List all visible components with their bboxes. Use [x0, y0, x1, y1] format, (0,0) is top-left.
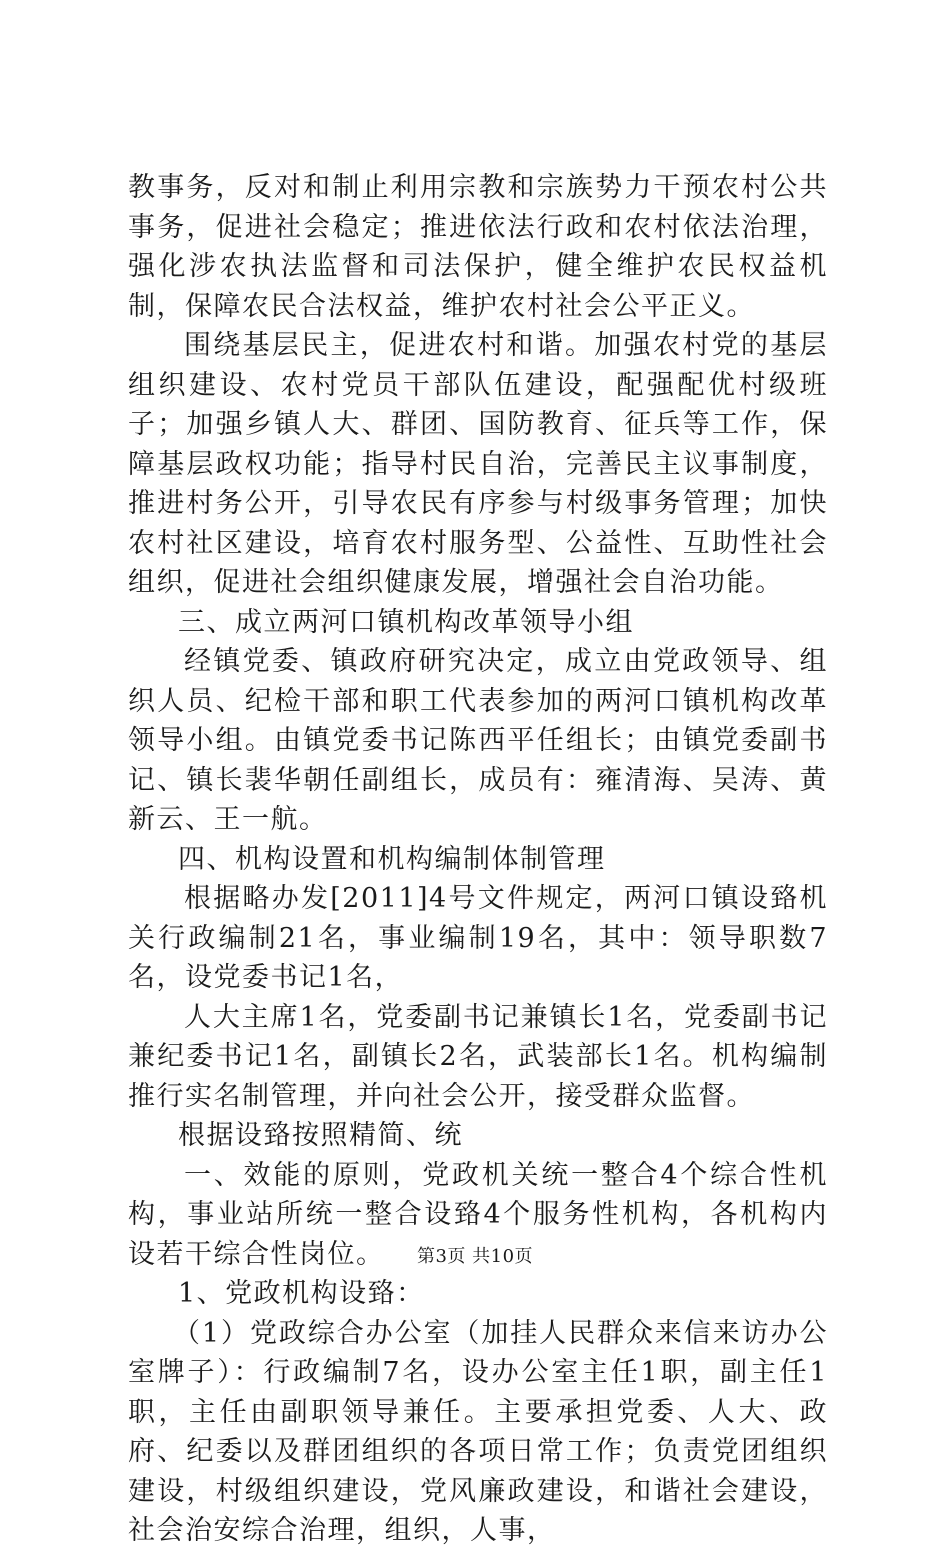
- paragraph-staffing-cont: 人大主席1名，党委副书记兼镇长1名，党委副书记兼纪委书记1名，副镇长2名，武装部长1名。机构编制推行实名制管理，并向社会公开，接受群众监督。: [128, 1001, 828, 1112]
- paragraph-principle: 根据设臵按照精简、统: [178, 1120, 463, 1151]
- paragraph-grassroots-democracy: 围绕基层民主，促进农村和谐。加强农村党的基层组织建设、农村党员干部队伍建设，配强配优村级班子；加强乡镇人大、群团、国防教育、征兵等工作，保障基层政权功能；指导村民自治，完善民主议事制度，推进村务公开，引导农民有序参与村级事务管理；加快农村社区建设，培育农村服务型、公益性、互助性社会组织，促进社会组织健康发展，增强社会自治功能。: [128, 330, 828, 598]
- paragraph-continuation: 教事务，反对和制止利用宗教和宗族势力干预农村公共事务，促进社会稳定；推进依法行政和农村依法治理，强化涉农执法监督和司法保护，健全维护农民权益机制，保障农民合法权益，维护农村社会公平正义。: [128, 172, 828, 322]
- document-body: [128, 168, 828, 1551]
- paragraph-staffing: 根据略办发[2011]4号文件规定，两河口镇设臵机关行政编制21名，事业编制19名，其中：领导职数7名，设党委书记1名，: [128, 883, 828, 993]
- page-number-footer: 第3页 共10页: [416, 1246, 534, 1267]
- paragraph-efficiency: 一、效能的原则，党政机关统一整合4个综合性机构，事业站所统一整合设臵4个服务性机构，各机构内设若干综合性岗位。: [128, 1159, 828, 1270]
- section-heading-3: 三、成立两河口镇机构改革领导小组: [178, 606, 634, 638]
- subheading-party-govt-institutions: 1、党政机构设臵：: [178, 1278, 425, 1309]
- paragraph-general-office: （1）党政综合办公室（加挂人民群众来信来访办公室牌子）：行政编制7名，设办公室主任1职，副主任1职，主任由副职领导兼任。主要承担党委、人大、政府、纪委以及群团组织的各项日常工作；负责党团组织建设，村级组织建设，党风廉政建设，和谐社会建设，社会治安综合治理，组织，人事，: [128, 1317, 828, 1546]
- section-heading-4: 四、机构设置和机构编制体制管理: [178, 843, 606, 875]
- paragraph-leadership-group: 经镇党委、镇政府研究决定，成立由党政领导、组织人员、纪检干部和职工代表参加的两河口镇机构改革领导小组。由镇党委书记陈西平任组长；由镇党委副书记、镇长裴华朝任副组长，成员有：雍清海、吴涛、黄新云、王一航。: [128, 646, 828, 835]
